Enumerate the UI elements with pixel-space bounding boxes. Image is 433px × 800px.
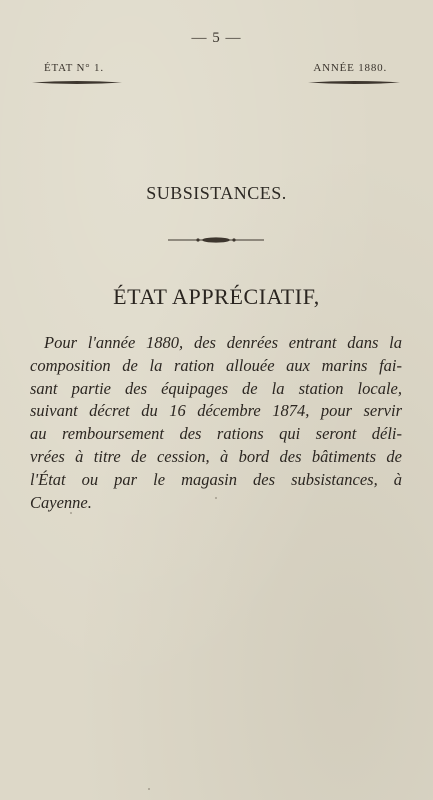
document-title: ÉTAT APPRÉCIATIF,: [113, 284, 320, 309]
header-rule-left: [32, 79, 122, 86]
paragraph-line: au remboursement des rations qui seront déli-: [30, 424, 402, 444]
section-title: SUBSISTANCES.: [146, 183, 287, 203]
paragraph-line: suivant décret du 16 décembre 1874, pour servir: [30, 401, 402, 421]
description-paragraph: [30, 332, 402, 514]
paper-speck: [70, 512, 72, 514]
state-number-label: ÉTAT N° 1.: [44, 62, 104, 74]
paragraph-line: Cayenne.: [30, 492, 92, 512]
header-rule-right: [308, 79, 400, 86]
paper-speck: [148, 788, 150, 790]
page-number: — 5 —: [191, 30, 242, 46]
paragraph-line: l'État ou par le magasin des subsistances, à: [30, 469, 402, 489]
paragraph-line: composition de la ration allouée aux marins fai-: [30, 355, 402, 375]
paragraph-line: sant partie des équipages de la station locale,: [30, 378, 402, 398]
paragraph-line: vrées à titre de cession, à bord des bâtiments de: [30, 446, 402, 466]
ornament-divider: [168, 229, 264, 248]
paper-speck: [215, 497, 217, 499]
year-label: ANNÉE 1880.: [313, 62, 387, 74]
paragraph-line: Pour l'année 1880, des denrées entrant dans la: [44, 333, 402, 352]
